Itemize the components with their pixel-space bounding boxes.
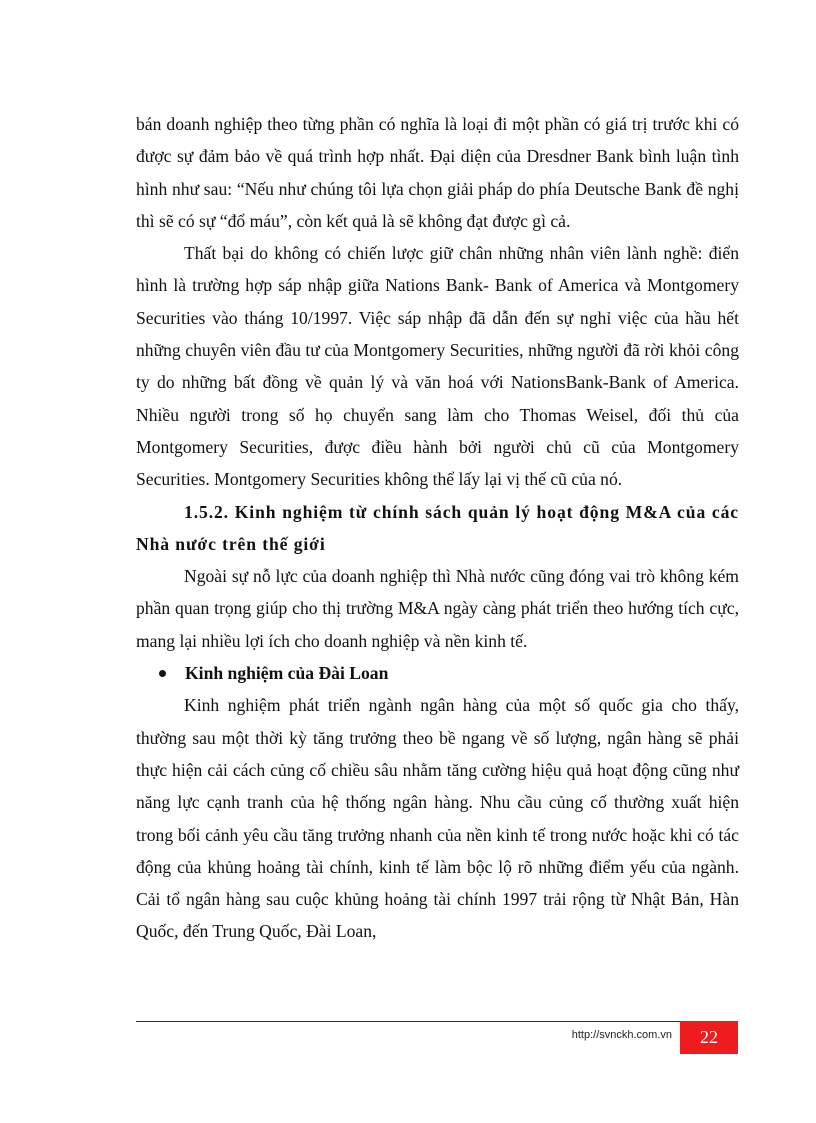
section-heading: 1.5.2. Kinh nghiệm từ chính sách quản lý hoạt động M&A của các Nhà nước trên thế giới xyxy=(136,501,739,554)
paragraph-retention-failure: Thất bại do không có chiến lược giữ chân những nhân viên lành nghề: điển hình là trường hợp sáp nhập giữa Nations Bank- Bank of America và Montgomery Securities vào tháng 10/1997. Việc sáp nhập đã dẫn đến sự nghỉ việc của hầu hết những chuyên viên đầu tư của Montgomery Securities, những người đã rời khỏi công ty do những bất đồng về quản lý và văn hoá với NationsBank-Bank of America. Nhiều người trong số họ chuyển sang làm cho Thomas Weisel, đối thủ của Montgomery Securities, được điều hành bởi người chủ cũ của Montgomery Securities. Montgomery Securities không thể lấy lại vị thế cũ của nó. xyxy=(136,243,739,490)
bullet-heading-taiwan xyxy=(136,657,739,689)
bullet-dot-icon xyxy=(159,670,166,677)
paragraph-banking-experience: Kinh nghiệm phát triển ngành ngân hàng của một số quốc gia cho thấy, thường sau một thời kỳ tăng trưởng theo bề ngang về số lượng, ngân hàng sẽ phải thực hiện cải cách củng cố chiều sâu nhằm tăng cường hiệu quả hoạt động cũng như năng lực cạnh tranh của hệ thống ngân hàng. Nhu cầu củng cố thường xuất hiện trong bối cảnh yêu cầu tăng trưởng nhanh của nền kinh tế trong nước hoặc khi có tác động của khủng hoảng tài chính, kinh tế làm bộc lộ rõ những điểm yếu của ngành. Cải tổ ngân hàng sau cuộc khủng hoảng tài chính 1997 trải rộng từ Nhật Bản, Hàn Quốc, đến Trung Quốc, Đài Loan, xyxy=(136,695,739,942)
paragraph-merger-comment: bán doanh nghiệp theo từng phần có nghĩa là loại đi một phần có giá trị trước khi có được sự đảm bảo về quá trình hợp nhất. Đại diện của Dresdner Bank bình luận tình hình như sau: “Nếu như chúng tôi lựa chọn giải pháp do phía Deutsche Bank đề nghị thì sẽ có sự “đổ máu”, còn kết quả là sẽ không đạt được gì cả. xyxy=(136,114,739,231)
footer-url: http://svnckh.com.vn xyxy=(571,1029,672,1041)
bullet-heading-label: Kinh nghiệm của Đài Loan xyxy=(185,663,389,684)
body-text xyxy=(136,108,739,948)
page-number: 22 xyxy=(680,1021,738,1054)
paragraph-state-role: Ngoài sự nỗ lực của doanh nghiệp thì Nhà nước cũng đóng vai trò không kém phần quan trọng giúp cho thị trường M&A ngày càng phát triển theo hướng tích cực, mang lại nhiều lợi ích cho doanh nghiệp và nền kinh tế. xyxy=(136,566,739,651)
footer-divider xyxy=(136,1021,680,1022)
